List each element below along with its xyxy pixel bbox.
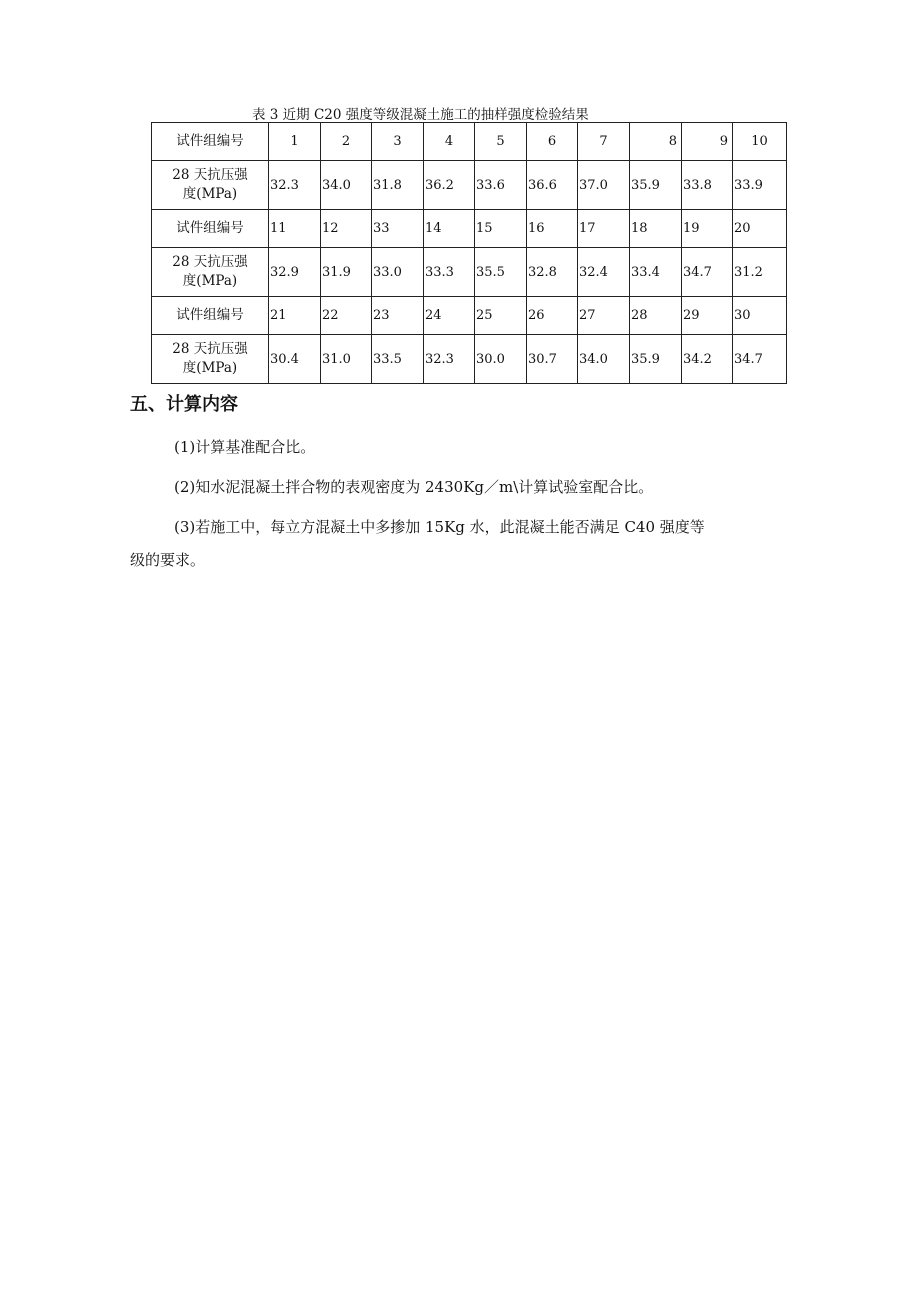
- row-label: 试件组编号: [152, 297, 269, 335]
- table-cell: 33.3: [424, 248, 475, 297]
- table-cell: 3: [372, 123, 424, 161]
- table-cell: 28: [630, 297, 682, 335]
- table-cell: 36.6: [527, 161, 578, 210]
- table-cell: 26: [527, 297, 578, 335]
- table-cell: 34.2: [682, 335, 733, 384]
- table-cell: 12: [321, 210, 372, 248]
- table-cell: 34.7: [733, 335, 787, 384]
- table-cell: 30.7: [527, 335, 578, 384]
- row-label: 试件组编号: [152, 123, 269, 161]
- table-cell: 33: [372, 210, 424, 248]
- table-cell: 35.9: [630, 335, 682, 384]
- row-label: 28 天抗压强 度(MPa): [152, 248, 269, 297]
- table-caption: 表 3 近期 C20 强度等级混凝土施工的抽样强度检验结果: [252, 107, 589, 123]
- table-cell: 33.8: [682, 161, 733, 210]
- table-cell: 7: [578, 123, 630, 161]
- table-row: [152, 210, 787, 248]
- table-cell: 31.0: [321, 335, 372, 384]
- table-cell: 15: [475, 210, 527, 248]
- table-cell: 33.0: [372, 248, 424, 297]
- table-cell: 6: [527, 123, 578, 161]
- table-cell: 33.9: [733, 161, 787, 210]
- table-cell: 35.9: [630, 161, 682, 210]
- table-cell: 30: [733, 297, 787, 335]
- table-cell: 37.0: [578, 161, 630, 210]
- table-cell: 23: [372, 297, 424, 335]
- calc-item-3: (3)若施工中，每立方混凝土中多掺加 15Kg 水，此混凝土能否满足 C40 强度等: [174, 518, 705, 536]
- table-row: [152, 297, 787, 335]
- table-cell: 14: [424, 210, 475, 248]
- strength-results-table: [151, 122, 787, 384]
- table-cell: 4: [424, 123, 475, 161]
- table-cell: 31.8: [372, 161, 424, 210]
- calc-item-1: (1)计算基准配合比。: [174, 438, 316, 456]
- table-cell: 29: [682, 297, 733, 335]
- table-cell: 34.0: [578, 335, 630, 384]
- table-cell: 21: [269, 297, 321, 335]
- table-cell: 34.7: [682, 248, 733, 297]
- table-cell: 33.5: [372, 335, 424, 384]
- table-cell: 25: [475, 297, 527, 335]
- table-cell: 36.2: [424, 161, 475, 210]
- table-cell: 27: [578, 297, 630, 335]
- row-label: 试件组编号: [152, 210, 269, 248]
- table-cell: 35.5: [475, 248, 527, 297]
- table-row: [152, 248, 787, 297]
- table-cell: 34.0: [321, 161, 372, 210]
- table-row: [152, 335, 787, 384]
- table-cell: 32.3: [269, 161, 321, 210]
- row-label: 28 天抗压强 度(MPa): [152, 161, 269, 210]
- calc-item-2: (2)知水泥混凝土拌合物的表观密度为 2430Kg／m\计算试验室配合比。: [174, 478, 654, 496]
- table-cell: 8: [630, 123, 682, 161]
- section-heading: 五、计算内容: [130, 394, 238, 415]
- table-cell: 32.9: [269, 248, 321, 297]
- table-cell: 31.9: [321, 248, 372, 297]
- table-cell: 33.6: [475, 161, 527, 210]
- table-cell: 32.3: [424, 335, 475, 384]
- table-cell: 22: [321, 297, 372, 335]
- table-cell: 17: [578, 210, 630, 248]
- table-cell: 33.4: [630, 248, 682, 297]
- table-cell: 20: [733, 210, 787, 248]
- table-cell: 32.4: [578, 248, 630, 297]
- table-cell: 16: [527, 210, 578, 248]
- table-cell: 2: [321, 123, 372, 161]
- table-cell: 9: [682, 123, 733, 161]
- table-row: [152, 161, 787, 210]
- table-cell: 30.4: [269, 335, 321, 384]
- calc-item-3-continued: 级的要求。: [130, 551, 206, 569]
- table-cell: 19: [682, 210, 733, 248]
- table-cell: 18: [630, 210, 682, 248]
- table-cell: 30.0: [475, 335, 527, 384]
- table-cell: 1: [269, 123, 321, 161]
- table-cell: 10: [733, 123, 787, 161]
- table-cell: 5: [475, 123, 527, 161]
- table-row: [152, 123, 787, 161]
- table-cell: 32.8: [527, 248, 578, 297]
- table-cell: 24: [424, 297, 475, 335]
- row-label: 28 天抗压强 度(MPa): [152, 335, 269, 384]
- table-cell: 11: [269, 210, 321, 248]
- table-cell: 31.2: [733, 248, 787, 297]
